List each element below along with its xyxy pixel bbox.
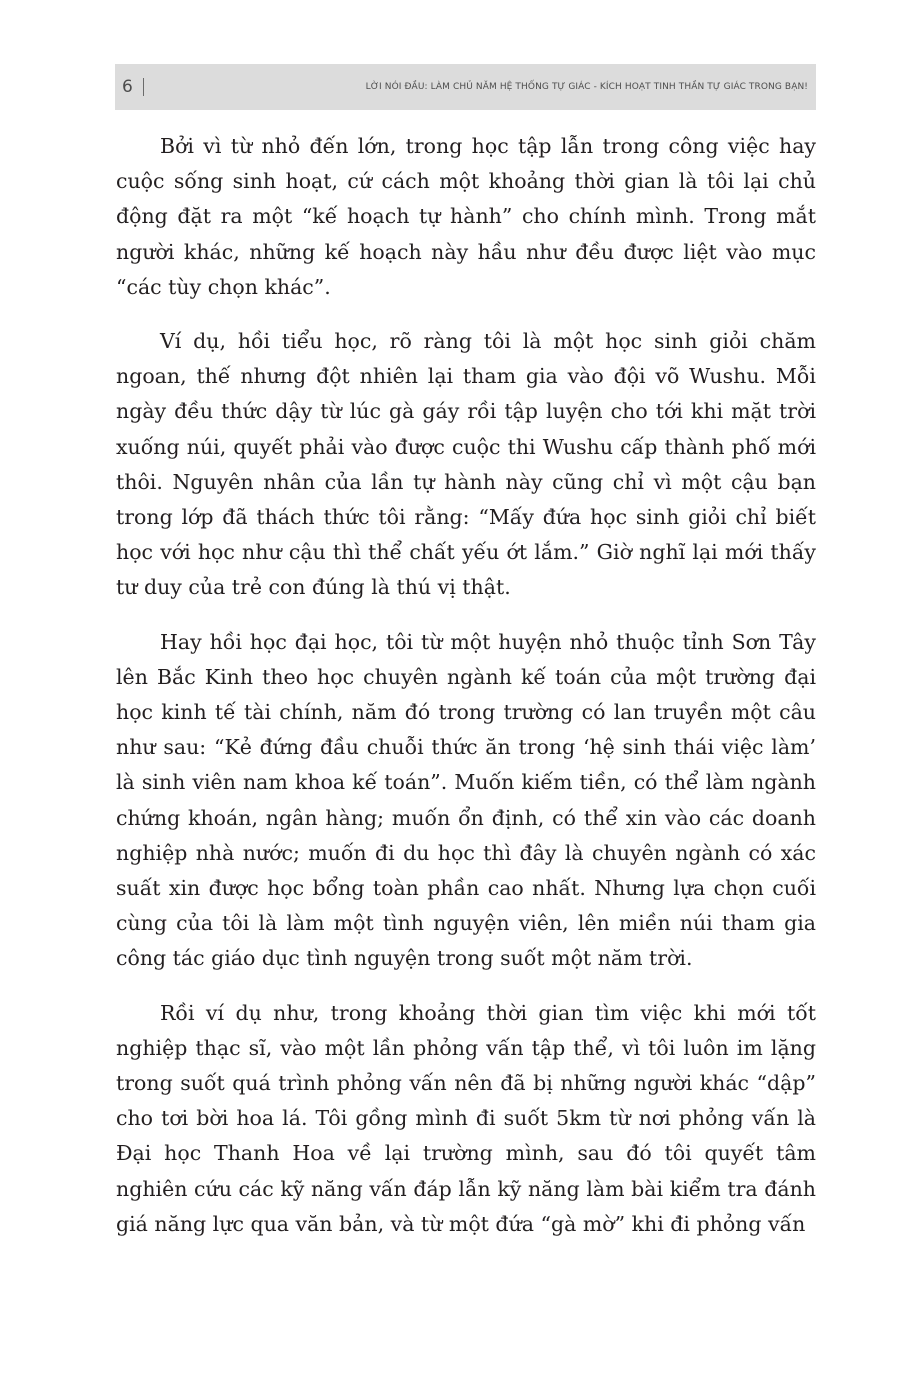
page-number: 6	[122, 77, 133, 97]
running-header	[115, 64, 816, 110]
paragraph-3: Hay hồi học đại học, tôi từ một huyện nhỏ thuộc tỉnh Sơn Tây lên Bắc Kinh theo học chuyên ngành kế toán của một trường đại học kinh tế tài chính, năm đó trong trường có lan truyền một câu như sau: “Kẻ đứng đầu chuỗi thức ăn trong ‘hệ sinh thái việc làm’ là sinh viên nam khoa kế toán”. Muốn kiếm tiền, có thể làm ngành chứng khoán, ngân hàng; muốn ổn định, có thể xin vào các doanh nghiệp nhà nước; muốn đi du học thì đây là chuyên ngành có xác suất xin được học bổng toàn phần cao nhất. Nhưng lựa chọn cuối cùng của tôi là làm một tình nguyện viên, lên miền núi tham gia công tác giáo dục tình nguyện trong suốt một năm trời.	[116, 629, 816, 971]
header-divider	[143, 78, 144, 96]
paragraph-4: Rồi ví dụ như, trong khoảng thời gian tìm việc khi mới tốt nghiệp thạc sĩ, vào một lần phỏng vấn tập thể, vì tôi luôn im lặng trong suốt quá trình phỏng vấn nên đã bị những người khác “dập” cho tơi bời hoa lá. Tôi gồng mình đi suốt 5km từ nơi phỏng vấn là Đại học Thanh Hoa về lại trường mình, sau đó tôi quyết tâm nghiên cứu các kỹ năng vấn đáp lẫn kỹ năng làm bài kiểm tra đánh giá năng lực qua văn bản, và từ một đứa “gà mờ” khi đi phỏng vấn	[116, 1000, 816, 1236]
paragraph-1: Bởi vì từ nhỏ đến lớn, trong học tập lẫn trong công việc hay cuộc sống sinh hoạt, cứ cách một khoảng thời gian là tôi lại chủ động đặt ra một “kế hoạch tự hành” cho chính mình. Trong mắt người khác, những kế hoạch này hầu như đều được liệt vào mục “các tùy chọn khác”.	[116, 134, 816, 299]
running-title: LỜI NÓI ĐẦU: LÀM CHỦ NĂM HỆ THỐNG TỰ GIÁC - KÍCH HOẠT TINH THẦN TỰ GIÁC TRONG BẠN!	[365, 82, 808, 92]
page-body	[116, 129, 816, 1261]
paragraph-2: Ví dụ, hồi tiểu học, rõ ràng tôi là một học sinh giỏi chăm ngoan, thế nhưng đột nhiên lại tham gia vào đội võ Wushu. Mỗi ngày đều thức dậy từ lúc gà gáy rồi tập luyện cho tới khi mặt trời xuống núi, quyết phải vào được cuộc thi Wushu cấp thành phố mới thôi. Nguyên nhân của lần tự hành này cũng chỉ vì một cậu bạn trong lớp đã thách thức tôi rằng: “Mấy đứa học sinh giỏi chỉ biết học với học như cậu thì thể chất yếu ớt lắm.” Giờ nghĩ lại mới thấy tư duy của trẻ con đúng là thú vị thật.	[116, 329, 816, 600]
